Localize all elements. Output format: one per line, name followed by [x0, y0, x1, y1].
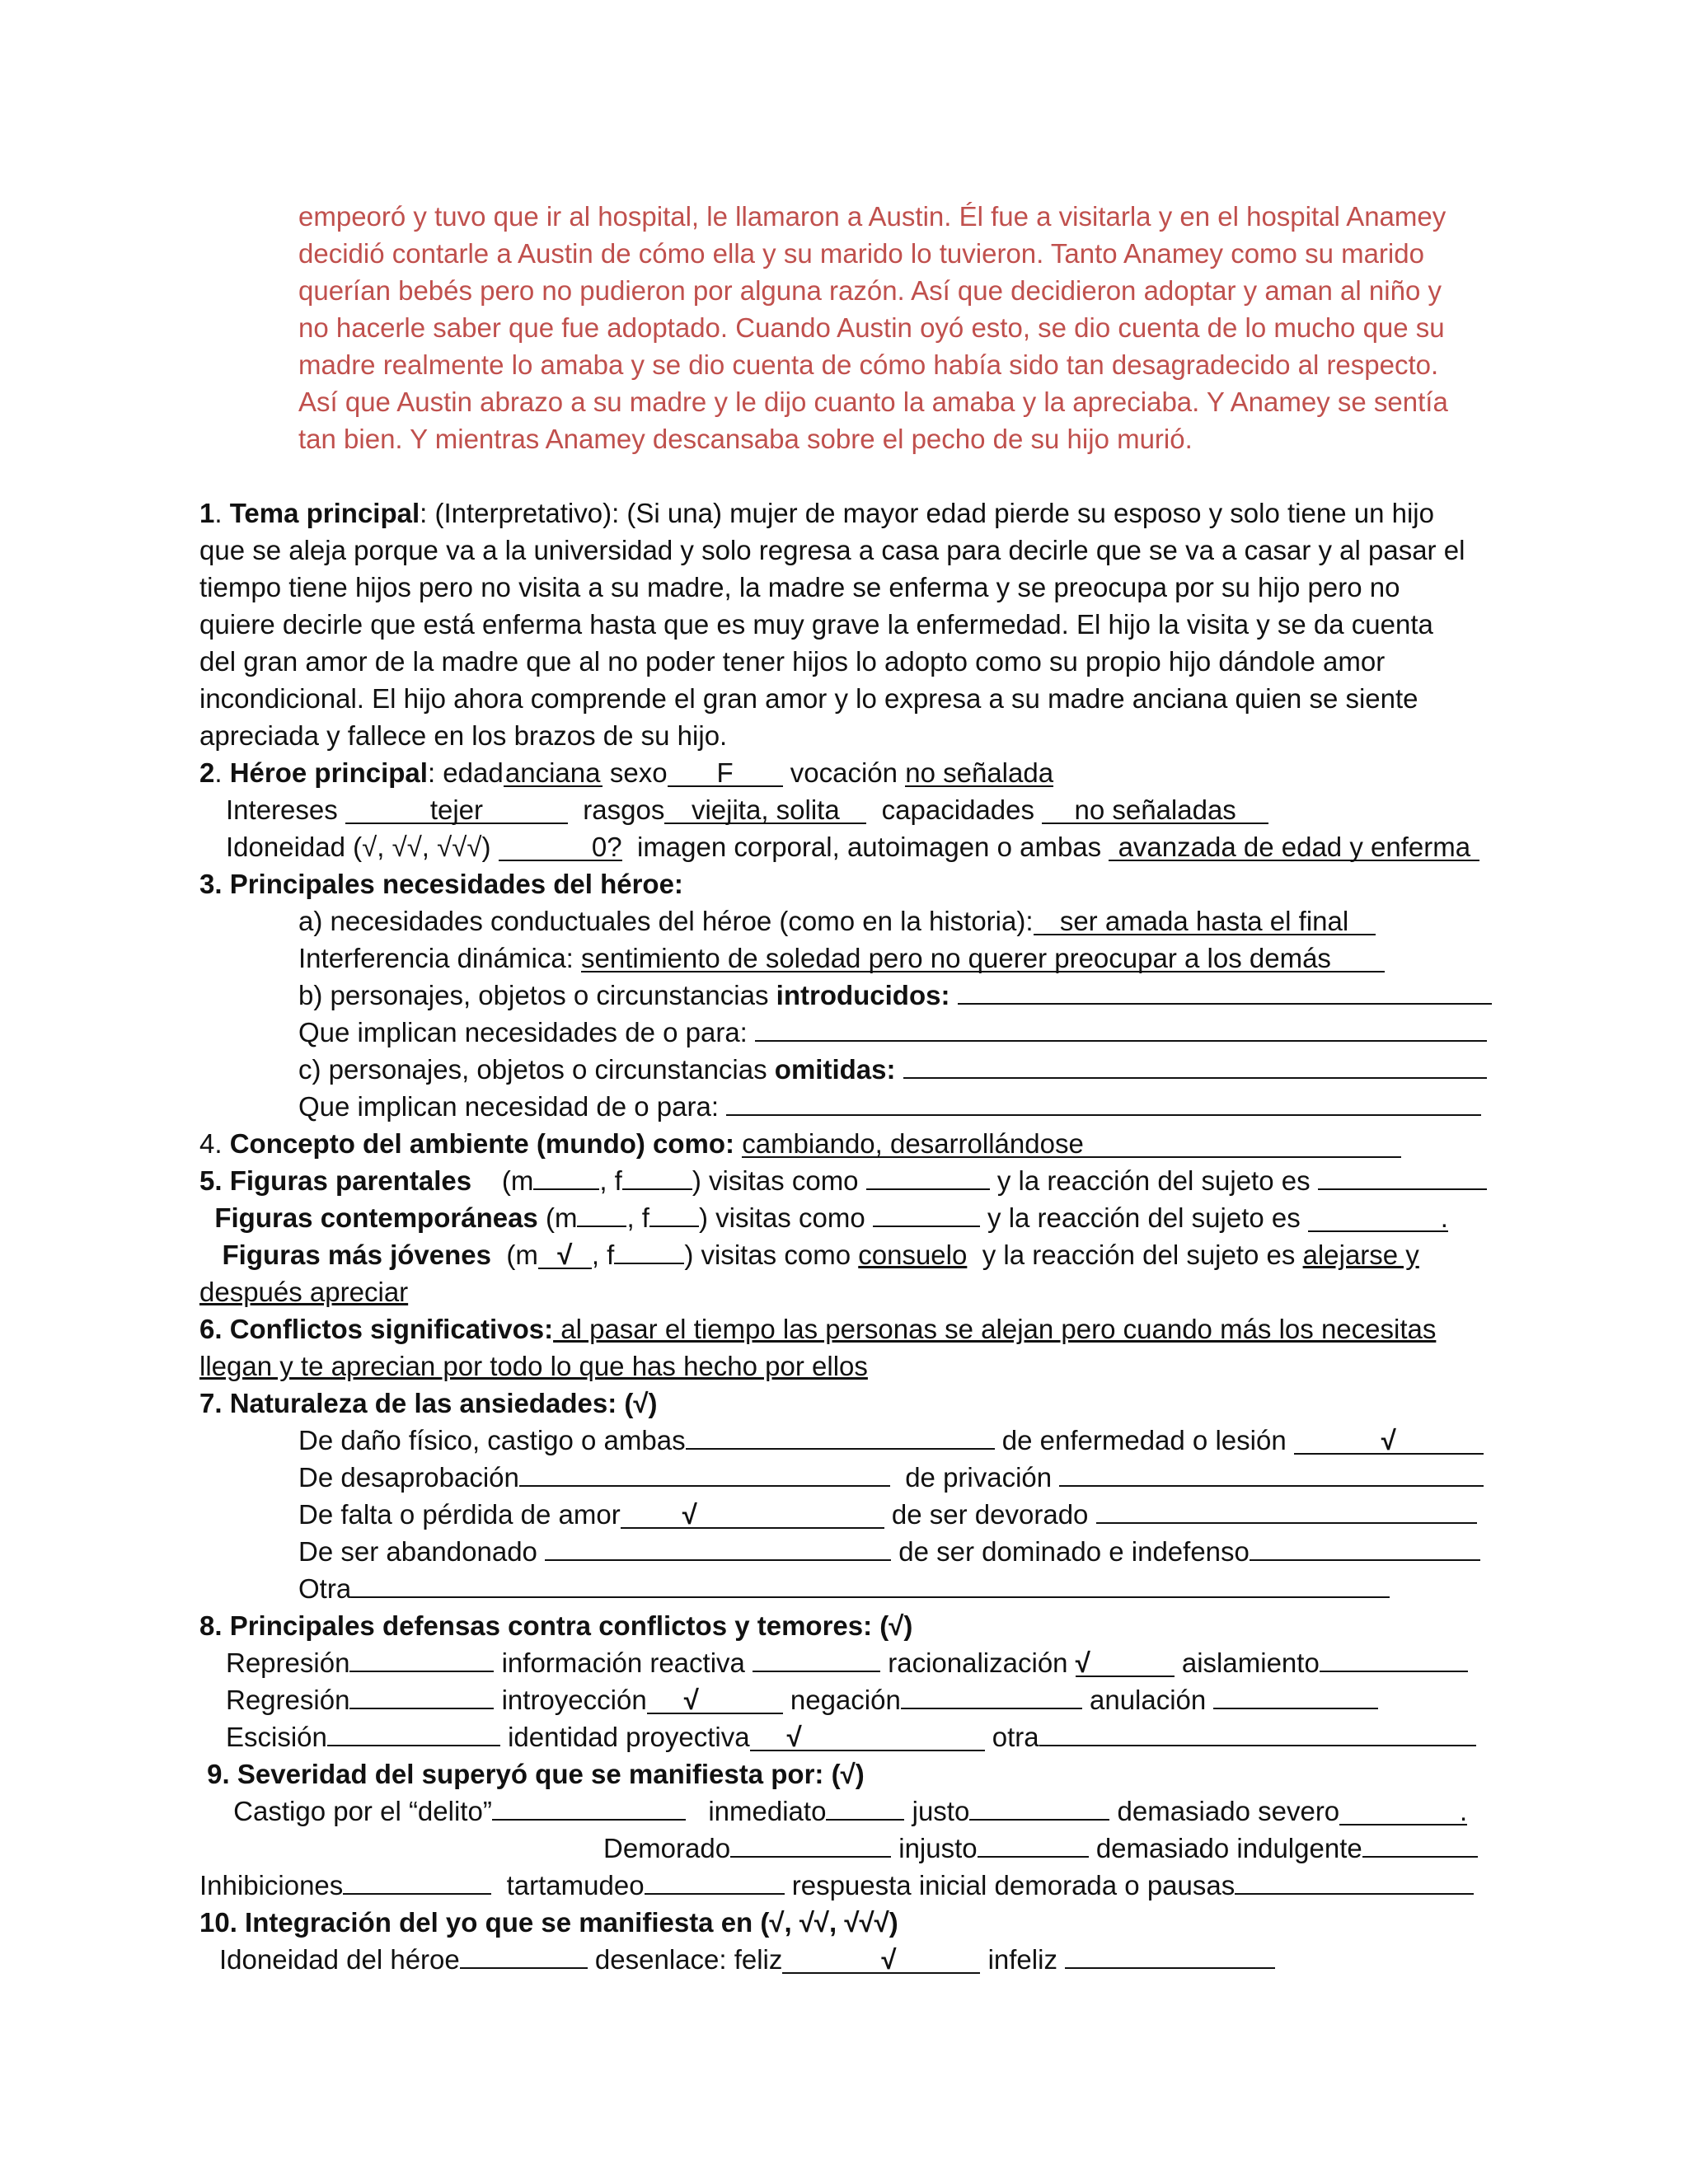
section-5-row	[199, 1273, 1493, 1310]
section-8-row	[199, 1681, 1493, 1718]
field-label: tartamudeo	[506, 1870, 645, 1900]
field-label: Intereses	[226, 794, 338, 825]
field-label: De falta o pérdida de amor	[298, 1499, 621, 1530]
section-8-row	[199, 1718, 1493, 1755]
field-label: (m	[545, 1202, 578, 1233]
indulgente-field[interactable]	[1362, 1831, 1478, 1858]
field-label: de enfermedad o lesión	[1001, 1425, 1287, 1455]
field-label: otra	[992, 1722, 1039, 1752]
section-5-row	[199, 1199, 1493, 1236]
field-label: Escisión	[226, 1722, 327, 1752]
idoneidad-field[interactable]: 0?	[499, 835, 622, 861]
field-label: demasiado severo	[1117, 1796, 1340, 1826]
omitidas-field[interactable]	[903, 1052, 1487, 1079]
field-label: Idoneidad del héroe	[219, 1944, 460, 1975]
field-label: respuesta inicial demorada o pausas	[791, 1870, 1236, 1900]
field-label: y la reacción del sujeto es	[996, 1165, 1311, 1196]
section-5-row	[199, 1162, 1493, 1199]
field-label: infeliz	[987, 1944, 1057, 1975]
racionalizacion-field[interactable]: √	[1076, 1651, 1175, 1677]
section-9-row	[199, 1867, 1493, 1904]
idoneidad-heroe-field[interactable]	[460, 1943, 588, 1969]
enfermedad-field[interactable]: √	[1294, 1428, 1484, 1455]
section-title: 7. Naturaleza de las ansiedades: (√)	[199, 1388, 658, 1418]
story-line: empeoró y tuvo que ir al hospital, le llamaron a Austin. Él fue a visitarla y en el hospital Anamey	[298, 201, 1447, 232]
section-10-heading	[199, 1904, 1493, 1941]
story-line: madre realmente lo amaba y se dio cuenta de cómo había sido tan desagradecido al respecto.	[298, 349, 1439, 380]
field-label: De desaprobación	[298, 1462, 519, 1493]
introducidos-field[interactable]	[958, 978, 1492, 1005]
period: .	[1459, 1796, 1468, 1826]
field-label: vocación	[790, 757, 898, 788]
theme-text: : (Interpretativo): (Si una) mujer de mayor edad pierde su esposo y solo tiene un hijo	[420, 498, 1434, 528]
inmediato-field[interactable]	[826, 1794, 904, 1821]
section-title: 8. Principales defensas contra conflictos y temores: (√)	[199, 1610, 913, 1641]
field-label: y la reacción del sujeto es	[982, 1240, 1296, 1270]
field-label: desenlace: feliz	[594, 1944, 783, 1975]
theme-text: apreciada y fallece en los brazos de su hijo.	[199, 720, 728, 751]
field-label: Inhibiciones	[199, 1870, 344, 1900]
dano-field[interactable]	[686, 1423, 995, 1450]
section-title: Tema principal	[229, 498, 420, 528]
devorado-field[interactable]	[1096, 1497, 1477, 1524]
theme-text: tiempo tiene hijos pero no visita a su madre, la madre se enferma y se preocupa por su hijo pero no	[199, 572, 1400, 602]
section-3-row	[199, 1014, 1493, 1051]
section-number: 4.	[199, 1128, 223, 1159]
necesidades-field[interactable]: ser amada hasta el final	[1034, 909, 1376, 935]
contemporaneas-f-field[interactable]	[649, 1201, 699, 1227]
feliz-field[interactable]: √	[782, 1947, 980, 1974]
section-2-row	[199, 791, 1493, 828]
capacidades-field[interactable]: no señaladas	[1042, 798, 1268, 824]
introyeccion-field[interactable]: √	[647, 1688, 783, 1714]
inhibiciones-field[interactable]	[343, 1868, 491, 1895]
tartamudeo-field[interactable]	[645, 1868, 785, 1895]
section-7-row	[199, 1459, 1493, 1496]
story-line: Así que Austin abrazo a su madre y le dijo cuanto la amaba y la apreciaba. Y Anamey se sentía	[298, 387, 1448, 417]
story-line: querían bebés pero no pudieron por alguna razón. Así que decidieron adoptar y aman al niño y	[298, 275, 1442, 306]
contemporaneas-visitas-field[interactable]	[873, 1201, 980, 1227]
section-6-row	[199, 1347, 1493, 1385]
represion-field[interactable]	[349, 1646, 494, 1672]
theme-text: que se aleja porque va a la universidad y solo regresa a casa para decirle que se va a casar y al pasar el	[199, 535, 1465, 565]
jovenes-visitas-field[interactable]: consuelo	[858, 1240, 968, 1270]
aislamiento-field[interactable]	[1320, 1646, 1468, 1672]
section-3-heading	[199, 865, 1493, 902]
amor-field[interactable]: √	[621, 1502, 884, 1529]
field-label: y la reacción del sujeto es	[987, 1202, 1301, 1233]
respuesta-field[interactable]	[1235, 1868, 1474, 1895]
interferencia-field[interactable]: sentimiento de soledad pero no querer preocupar a los demás	[581, 946, 1385, 972]
field-label: ) visitas como	[684, 1240, 851, 1270]
field-label: racionalización	[888, 1647, 1068, 1678]
injusto-field[interactable]	[978, 1831, 1089, 1858]
vocacion-field[interactable]: no señalada	[905, 757, 1054, 788]
conflictos-field[interactable]: al pasar el tiempo las personas se alejan pero cuando más los necesitas	[553, 1314, 1437, 1344]
field-label: : edad	[427, 757, 504, 788]
field-label: , f	[599, 1165, 622, 1196]
field-label: Castigo por el “delito”	[233, 1796, 492, 1826]
field-label: capacidades	[881, 794, 1034, 825]
section-6-heading	[199, 1310, 1493, 1347]
field-label: justo	[912, 1796, 970, 1826]
story-line: decidió contarle a Austin de cómo ella y su marido lo tuvieron. Tanto Anamey como su marido	[298, 238, 1424, 269]
period: .	[1440, 1202, 1448, 1233]
field-label: inmediato	[708, 1796, 827, 1826]
field-label: Que implican necesidad de o para:	[298, 1091, 719, 1122]
field-label: Represión	[226, 1647, 350, 1678]
parentales-f-field[interactable]	[622, 1164, 692, 1190]
field-label: demasiado indulgente	[1095, 1833, 1362, 1863]
section-3-row	[199, 977, 1493, 1014]
field-label: de privación	[905, 1462, 1053, 1493]
dominado-field[interactable]	[1250, 1535, 1480, 1561]
field-label: aislamiento	[1181, 1647, 1320, 1678]
anulacion-field[interactable]	[1213, 1683, 1378, 1709]
contemporaneas-reaccion-field[interactable]	[1308, 1202, 1448, 1233]
section-3-row	[199, 940, 1493, 977]
section-title: 6. Conflictos significativos:	[199, 1314, 554, 1344]
parentales-visitas-field[interactable]	[866, 1164, 990, 1190]
section-title: 9. Severidad del superyó que se manifiesta por: (√)	[207, 1759, 865, 1789]
field-label: , f	[626, 1202, 649, 1233]
privacion-field[interactable]	[1059, 1460, 1484, 1487]
field-label: de ser devorado	[891, 1499, 1089, 1530]
field-label: b) personajes, objetos o circunstancias	[298, 980, 769, 1010]
imagen-field[interactable]: avanzada de edad y enferma	[1109, 835, 1479, 861]
field-label: sexo	[609, 757, 668, 788]
section-title: 3. Principales necesidades del héroe:	[199, 869, 683, 899]
edad-field[interactable]: anciana	[504, 761, 603, 787]
field-label: identidad proyectiva	[508, 1722, 750, 1752]
field-label: , f	[591, 1240, 615, 1270]
field-label: imagen corporal, autoimagen o ambas	[636, 832, 1102, 862]
jovenes-f-field[interactable]	[614, 1238, 684, 1264]
parentales-reaccion-field[interactable]	[1318, 1164, 1487, 1190]
desaprobacion-field[interactable]	[519, 1460, 890, 1487]
field-label: información reactiva	[501, 1647, 745, 1678]
section-7-row	[199, 1570, 1493, 1607]
rasgos-field[interactable]: viejita, solita	[664, 798, 866, 824]
section-3-row	[199, 1051, 1493, 1088]
field-label: (m	[501, 1165, 534, 1196]
section-title: Concepto del ambiente (mundo) como:	[229, 1128, 735, 1159]
field-label: c) personajes, objetos o circunstancias	[298, 1054, 767, 1085]
abandonado-field[interactable]	[545, 1535, 891, 1561]
jovenes-m-field[interactable]: √	[538, 1243, 592, 1269]
parentales-m-field[interactable]	[533, 1164, 599, 1190]
story-excerpt	[298, 198, 1493, 457]
section-8-heading	[199, 1607, 1493, 1644]
section-7-row	[199, 1496, 1493, 1533]
regresion-field[interactable]	[349, 1683, 494, 1709]
section-title: Héroe principal	[229, 757, 428, 788]
introducidos-necesidad-field[interactable]	[755, 1015, 1487, 1042]
section-10-row	[199, 1941, 1493, 1978]
section-title: 5. Figuras parentales	[199, 1165, 472, 1196]
jovenes-reaccion-field[interactable]: alejarse y	[1302, 1240, 1419, 1270]
field-label: (m	[506, 1240, 538, 1270]
field-label: anulación	[1089, 1685, 1207, 1715]
form-body	[199, 494, 1493, 1978]
section-5-row	[199, 1236, 1493, 1273]
field-label: Idoneidad (√, √√, √√√)	[226, 832, 491, 862]
field-label: omitidas:	[774, 1054, 896, 1085]
section-7-row	[199, 1533, 1493, 1570]
section-7-row	[199, 1422, 1493, 1459]
field-label: Figuras contemporáneas	[214, 1202, 538, 1233]
section-2-heading: 2. Héroe principal: edadanciana sexo F vocación no señalada	[199, 757, 1054, 788]
section-2-row	[199, 828, 1493, 865]
section-number: 1	[199, 498, 215, 528]
theme-text: del gran amor de la madre que al no poder tener hijos lo adopto como su propio hijo dándole amor	[199, 646, 1386, 677]
negacion-field[interactable]	[901, 1683, 1082, 1709]
section-3-row	[199, 902, 1493, 940]
field-label: De ser abandonado	[298, 1536, 537, 1567]
story-line: no hacerle saber que fue adoptado. Cuando Austin oyó esto, se dio cuenta de lo mucho que su	[298, 312, 1445, 343]
field-label: Otra	[298, 1573, 352, 1604]
field-label: Interferencia dinámica:	[298, 943, 574, 973]
informacion-field[interactable]	[753, 1646, 880, 1672]
field-label: negación	[790, 1685, 901, 1715]
field-label: ) visitas como	[692, 1165, 859, 1196]
contemporaneas-m-field[interactable]	[577, 1201, 626, 1227]
theme-text: incondicional. El hijo ahora comprende el gran amor y lo expresa a su madre anciana quien se siente	[199, 683, 1418, 714]
field-label: ) visitas como	[698, 1202, 865, 1233]
section-9-heading	[199, 1755, 1493, 1793]
field-label: introyección	[501, 1685, 647, 1715]
field-label: De daño físico, castigo o ambas	[298, 1425, 686, 1455]
ambiente-field[interactable]: cambiando, desarrollándose	[742, 1132, 1401, 1158]
justo-field[interactable]	[969, 1794, 1109, 1821]
section-title: 10. Integración del yo que se manifiesta en (√, √√, √√√)	[199, 1907, 898, 1938]
section-number: 2	[199, 757, 215, 788]
intereses-field[interactable]: tejer	[345, 798, 568, 824]
section-8-row	[199, 1644, 1493, 1681]
field-label: Que implican necesidades de o para:	[298, 1017, 748, 1047]
theme-text: quiere decirle que está enferma hasta que es muy grave la enfermedad. El hijo la visita y se da cuenta	[199, 609, 1433, 640]
identidad-field[interactable]: √	[750, 1725, 985, 1751]
field-label: injusto	[898, 1833, 978, 1863]
omitidas-necesidad-field[interactable]	[726, 1090, 1481, 1116]
sexo-field[interactable]: F	[668, 761, 783, 787]
field-label: de ser dominado e indefenso	[898, 1536, 1250, 1567]
conflictos-field[interactable]: llegan y te aprecian por todo lo que has hecho por ellos	[199, 1351, 868, 1381]
section-1-heading: 1. Tema principal: (Interpretativo): (Si una) mujer de mayor edad pierde su esposo y solo tiene un hijo	[199, 498, 1434, 528]
otra-ansiedad-field[interactable]	[351, 1572, 1390, 1598]
severo-field[interactable]	[1339, 1796, 1468, 1826]
section-9-row	[199, 1830, 1493, 1867]
castigo-field[interactable]	[492, 1794, 686, 1821]
infeliz-field[interactable]	[1065, 1943, 1275, 1969]
section-4-heading	[199, 1125, 1493, 1162]
demorado-field[interactable]	[730, 1831, 891, 1858]
field-label: Regresión	[226, 1685, 350, 1715]
escision-field[interactable]	[327, 1720, 500, 1746]
story-line: tan bien. Y mientras Anamey descansaba sobre el pecho de su hijo murió.	[298, 424, 1193, 454]
field-label: rasgos	[583, 794, 665, 825]
otra-defensa-field[interactable]	[1039, 1720, 1476, 1746]
field-label: Demorado	[603, 1833, 731, 1863]
jovenes-reaccion-field[interactable]: después apreciar	[199, 1277, 409, 1307]
section-3-row	[199, 1088, 1493, 1125]
field-label: a) necesidades conductuales del héroe (como en la historia):	[298, 906, 1034, 936]
field-label: introducidos:	[776, 980, 950, 1010]
section-7-heading	[199, 1385, 1493, 1422]
field-label: Figuras más jóvenes	[222, 1240, 491, 1270]
section-9-row	[199, 1793, 1493, 1830]
